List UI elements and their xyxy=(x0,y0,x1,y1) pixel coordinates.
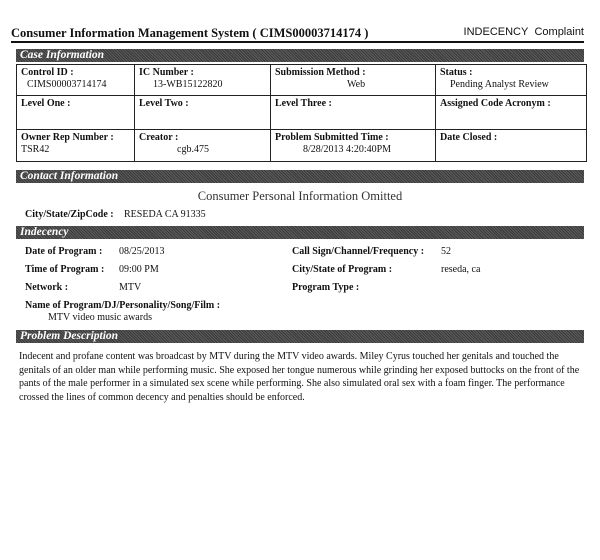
personal-info-omitted-notice: Consumer Personal Information Omitted xyxy=(197,189,403,203)
ic-number-cell xyxy=(135,65,271,96)
document-title: Consumer Information Management System ( CIMS00003714174 ) xyxy=(11,26,369,40)
problem-submitted-label: Problem Submitted Time : xyxy=(275,132,389,143)
problem-submitted-cell xyxy=(271,130,436,162)
status-cell xyxy=(436,65,587,96)
level-two-label: Level Two : xyxy=(139,98,189,109)
program-name-label: Name of Program/DJ/Personality/Song/Film : xyxy=(25,300,221,311)
level-one-cell xyxy=(17,96,135,130)
header-rule xyxy=(11,41,584,43)
control-id-value: CIMS00003714174 xyxy=(27,79,107,90)
ic-number-value: 13-WB15122820 xyxy=(153,79,223,90)
program-type-label: Program Type : xyxy=(292,282,360,293)
problem-description-text: Indecent and profane content was broadcast by MTV during the MTV video awards. Miley Cyrus touched her genitals and touched the genitals of an older man while performing music. She exposed her tongue numerous while grinding her exposed buttocks on the front of the pants of the male performer in a simulated sex scene while performing. She also simulated oral sex with a foam finger. The performance crossed the lines of common decency and penalties should be enforced. xyxy=(19,351,580,403)
problem-submitted-value: 8/28/2013 4:20:40PM xyxy=(303,144,392,155)
owner-rep-label: Owner Rep Number : xyxy=(21,132,114,143)
section-bar-contact-information: Contact Information xyxy=(16,170,584,183)
case-information-table xyxy=(16,64,587,162)
status-label: Status : xyxy=(440,67,473,78)
program-name-value: MTV video music awards xyxy=(48,312,152,323)
creator-label: Creator : xyxy=(139,132,179,143)
section-bar-indecency: Indecency xyxy=(16,226,584,239)
ic-number-label: IC Number : xyxy=(139,67,194,78)
complaint-type-label xyxy=(464,26,584,38)
call-sign-label: Call Sign/Channel/Frequency : xyxy=(292,246,425,257)
section-bar-problem-description: Problem Description xyxy=(16,330,584,343)
submission-method-cell xyxy=(271,65,436,96)
date-of-program-value: 08/25/2013 xyxy=(119,246,165,257)
date-closed-cell xyxy=(436,130,587,162)
control-id-cell xyxy=(17,65,135,96)
network-value: MTV xyxy=(119,282,142,293)
assigned-code-label: Assigned Code Acronym : xyxy=(440,98,551,109)
level-three-label: Level Three : xyxy=(275,98,332,109)
network-label: Network : xyxy=(25,282,69,293)
creator-cell xyxy=(135,130,271,162)
city-state-program-label: City/State of Program : xyxy=(292,264,393,275)
status-value: Pending Analyst Review xyxy=(450,79,549,90)
creator-value: cgb.475 xyxy=(177,144,209,155)
time-of-program-label: Time of Program : xyxy=(25,264,105,275)
city-state-zip-label: City/State/ZipCode : xyxy=(25,209,114,220)
time-of-program-value: 09:00 PM xyxy=(119,264,159,275)
city-state-program-value: reseda, ca xyxy=(441,264,481,275)
submission-method-label: Submission Method : xyxy=(275,67,366,78)
level-three-cell xyxy=(271,96,436,130)
owner-rep-cell xyxy=(17,130,135,162)
city-state-zip-value: RESEDA CA 91335 xyxy=(124,209,206,220)
document-header xyxy=(11,26,584,40)
complaint-type: INDECENCY xyxy=(463,26,529,38)
control-id-label: Control ID : xyxy=(21,67,74,78)
complaint-label: Complaint xyxy=(534,26,584,38)
assigned-code-cell xyxy=(436,96,587,130)
date-of-program-label: Date of Program : xyxy=(25,246,103,257)
owner-rep-value: TSR42 xyxy=(21,144,50,155)
call-sign-value: 52 xyxy=(441,246,451,257)
date-closed-label: Date Closed : xyxy=(440,132,498,143)
section-bar-case-information: Case Information xyxy=(16,49,584,62)
level-two-cell xyxy=(135,96,271,130)
submission-method-value: Web xyxy=(347,79,366,90)
level-one-label: Level One : xyxy=(21,98,71,109)
